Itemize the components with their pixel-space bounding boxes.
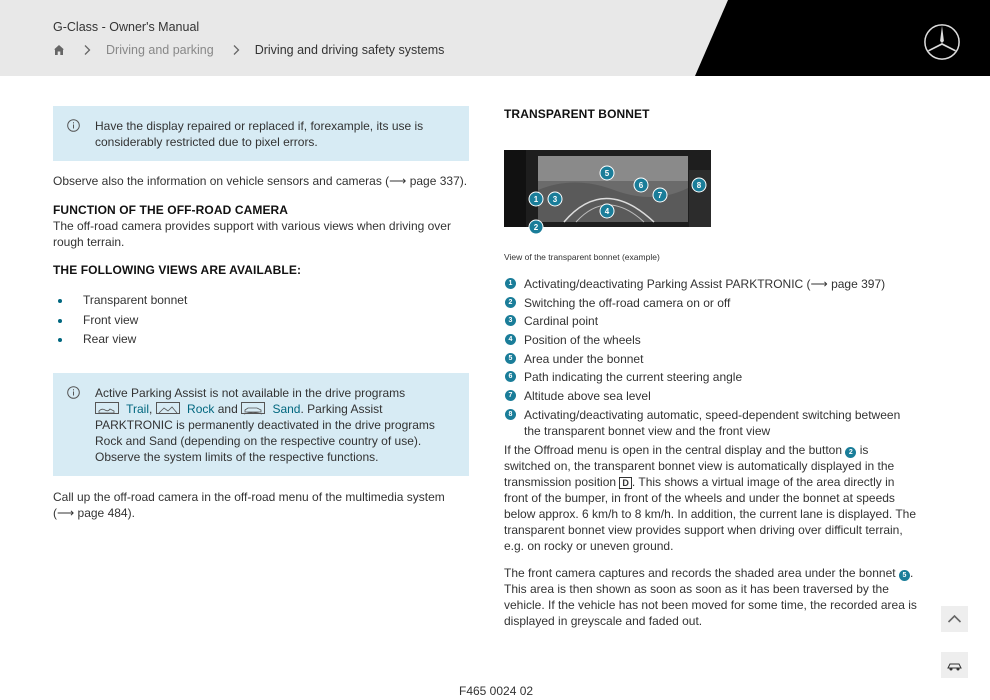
callout-number: 1 — [505, 278, 516, 289]
function-text: The off-road camera provides support with various views when driving over rough terrain. — [53, 219, 451, 249]
svg-text:8: 8 — [696, 181, 702, 190]
callout-number: 3 — [505, 315, 516, 326]
paragraph-text: is switched on, the transparent bonnet view is automatically displayed in the transmission position — [504, 442, 895, 489]
breadcrumb-current: Driving and driving safety systems — [254, 43, 445, 57]
list-item — [504, 351, 918, 367]
chevron-up-icon — [947, 613, 962, 625]
info-text: . Parking Assist PARKTRONIC is permanently deactivated in the drive programs Rock and Sand (depending on the respective country of use). Observe the system limits of the respective functions. — [95, 401, 435, 464]
list-item: Rear view — [53, 330, 469, 350]
bottom-action-button[interactable] — [941, 652, 968, 678]
observe-text: Observe also the information on vehicle sensors and cameras (⟶ page 337). — [53, 174, 468, 188]
svg-text:6: 6 — [638, 181, 644, 190]
image-caption: View of the transparent bonnet (example) — [504, 252, 660, 262]
svg-text:3: 3 — [552, 195, 558, 204]
front-camera-paragraph — [504, 565, 918, 629]
callout-text: Area under the bonnet — [524, 351, 644, 366]
function-heading: FUNCTION OF THE OFF-ROAD CAMERA — [53, 203, 289, 217]
svg-text:7: 7 — [657, 191, 663, 200]
list-item: Transparent bonnet — [53, 291, 469, 311]
callout-text: Cardinal point — [524, 314, 599, 329]
rock-link[interactable]: Rock — [187, 401, 215, 416]
breadcrumb — [53, 42, 444, 58]
info-box-parking-assist — [53, 373, 469, 476]
views-heading: THE FOLLOWING VIEWS ARE AVAILABLE: — [53, 263, 302, 277]
callout-number: 5 — [505, 353, 516, 364]
info-text: Have the display repaired or replaced if, forexample, its use is considerably restricted due to pixel errors. — [95, 119, 424, 149]
list-item — [504, 388, 918, 404]
callout-number: 8 — [505, 409, 516, 420]
callout-list — [504, 276, 918, 439]
callout-number: 5 — [899, 570, 910, 581]
list-item — [504, 295, 918, 311]
svg-text:5: 5 — [604, 169, 610, 178]
transparent-bonnet-heading: TRANSPARENT BONNET — [504, 107, 650, 121]
figure-code: F465 0024 02 — [459, 684, 534, 698]
trail-mode-icon — [95, 402, 119, 414]
info-box-display — [53, 106, 469, 161]
sand-link[interactable]: Sand — [272, 401, 301, 416]
views-list — [53, 291, 469, 350]
call-up-text: Call up the off-road camera in the off-road menu of the multimedia system (⟶ page 484). — [53, 489, 445, 520]
paragraph-text: The front camera captures and records the shaded area under the bonnet — [504, 565, 896, 580]
chevron-right-icon — [82, 44, 92, 56]
trail-link[interactable]: Trail — [126, 401, 150, 416]
transmission-d-symbol: D — [619, 477, 632, 489]
list-item — [504, 332, 918, 348]
info-icon — [67, 386, 80, 399]
svg-text:1: 1 — [533, 195, 539, 204]
right-column — [504, 106, 918, 629]
info-icon — [67, 119, 80, 132]
transparent-bonnet-paragraph — [504, 442, 918, 554]
home-icon[interactable] — [53, 44, 65, 56]
svg-text:4: 4 — [604, 207, 610, 216]
scroll-to-top-button[interactable] — [941, 606, 968, 632]
page-header — [0, 0, 990, 76]
callout-number: 4 — [505, 334, 516, 345]
list-item — [504, 313, 918, 329]
breadcrumb-link-driving-parking[interactable]: Driving and parking — [106, 43, 214, 57]
paragraph-text: If the Offroad menu is open in the central display and the button — [504, 442, 842, 457]
callout-text: Path indicating the current steering angle — [524, 370, 743, 385]
list-item: Front view — [53, 311, 469, 331]
callout-text: Activating/deactivating automatic, speed-dependent switching between the transparent bonnet view and the front view — [524, 407, 901, 438]
callout-text: Switching the off-road camera on or off — [524, 295, 731, 310]
paragraph-text: . This shows a virtual image of the area directly in front of the bumper, in front of the wheels and under the bonnet at speeds below approx. 6 km/h to 8 km/h. In addition, the current lane is displayed. The transparent bonnet view provides support when driving over difficult terrain, e.g. on rocky or uneven ground. — [504, 474, 917, 553]
svg-text:2: 2 — [533, 223, 539, 232]
callout-number: 7 — [505, 390, 516, 401]
callout-2-marker — [528, 219, 544, 235]
paragraph-text: . This area is then shown as soon as soon as it has been traversed by the vehicle. If the vehicle has not been moved for some time, the recorded area is displayed in greyscale and faded out. — [504, 565, 917, 628]
transparent-bonnet-image — [504, 150, 711, 227]
info-text: Active Parking Assist is not available in the drive programs — [95, 385, 406, 400]
left-column — [53, 106, 469, 521]
sand-mode-icon — [241, 402, 265, 414]
list-item — [504, 407, 918, 439]
mercedes-star-logo[interactable] — [923, 23, 961, 61]
manual-title: G-Class - Owner's Manual — [53, 20, 200, 34]
chevron-right-icon — [231, 44, 241, 56]
callout-text: Position of the wheels — [524, 333, 641, 348]
list-item — [504, 276, 918, 292]
car-offroad-icon — [941, 652, 968, 678]
callout-number: 6 — [505, 371, 516, 382]
callout-number: 2 — [505, 297, 516, 308]
and-text: and — [217, 401, 238, 416]
list-item — [504, 369, 918, 385]
callout-text: Activating/deactivating Parking Assist PARKTRONIC (⟶ page 397) — [524, 277, 886, 291]
rock-mode-icon — [156, 402, 180, 414]
comma-text: , — [149, 401, 153, 416]
callout-text: Altitude above sea level — [524, 389, 651, 404]
callout-number: 2 — [845, 447, 856, 458]
